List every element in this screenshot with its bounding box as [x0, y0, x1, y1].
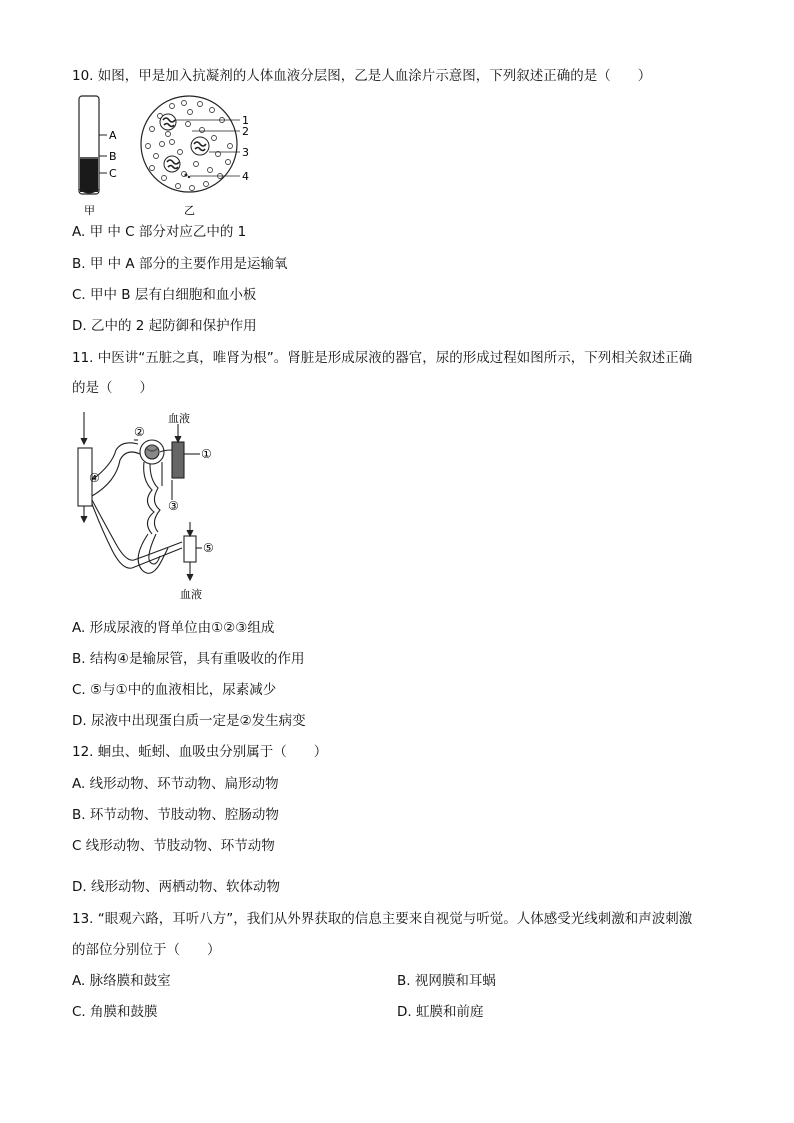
label-C: C [109, 167, 117, 180]
q10-option-d[interactable]: D. 乙中的 2 起防御和保护作用 [72, 318, 257, 334]
q10-option-c[interactable]: C. 甲中 B 层有白细胞和血小板 [72, 287, 257, 303]
q10-stem: 10. 如图，甲是加入抗凝剂的人体血液分层图，乙是人血涂片示意图，下列叙述正确的是（ ） [72, 68, 652, 84]
label-4: 4 [242, 170, 249, 183]
label-circle-4: ④ [89, 471, 100, 485]
q12-option-d[interactable]: D. 线形动物、两栖动物、软体动物 [72, 879, 280, 895]
label-B: B [109, 150, 117, 163]
q11-stem-line1: 11. 中医讲“五脏之真，唯肾为根”。肾脏是形成尿液的器官，尿的形成过程如图所示，下列相关叙述正确 [72, 350, 693, 366]
label-jia: 甲 [84, 204, 95, 217]
q12-option-a[interactable]: A. 线形动物、环节动物、扁形动物 [72, 776, 279, 792]
q11-option-a[interactable]: A. 形成尿液的肾单位由①②③组成 [72, 620, 275, 636]
q11-nephron-figure [72, 410, 232, 605]
q11-stem-line2: 的是（ ） [72, 380, 153, 396]
q12-option-b[interactable]: B. 环节动物、节肢动物、腔肠动物 [72, 807, 279, 823]
label-blood-top: 血液 [168, 412, 190, 425]
q10-option-b[interactable]: B. 甲 中 A 部分的主要作用是运输氧 [72, 256, 288, 272]
label-circle-5: ⑤ [203, 541, 214, 555]
label-yi: 乙 [184, 204, 195, 217]
q11-option-d[interactable]: D. 尿液中出现蛋白质一定是②发生病变 [72, 713, 306, 729]
label-3: 3 [242, 146, 249, 159]
q13-option-d[interactable]: D. 虹膜和前庭 [397, 1004, 484, 1020]
q10-figure [72, 94, 272, 219]
label-A: A [109, 129, 117, 142]
q13-option-c[interactable]: C. 角膜和鼓膜 [72, 1004, 158, 1020]
label-blood-bottom: 血液 [180, 588, 202, 601]
blood-test-tube-icon [79, 96, 99, 194]
q13-option-b[interactable]: B. 视网膜和耳蜗 [397, 973, 496, 989]
q12-stem: 12. 蛔虫、蚯蚓、血吸虫分别属于（ ） [72, 744, 328, 760]
q12-option-c[interactable]: C 线形动物、节肢动物、环节动物 [72, 838, 275, 854]
label-circle-1: ① [201, 447, 212, 461]
q11-option-c[interactable]: C. ⑤与①中的血液相比，尿素减少 [72, 682, 277, 698]
label-1: 1 [242, 114, 249, 127]
q13-stem-line2: 的部位分别位于（ ） [72, 942, 221, 958]
q11-option-b[interactable]: B. 结构④是输尿管，具有重吸收的作用 [72, 651, 305, 667]
label-2: 2 [242, 125, 249, 138]
q13-option-a[interactable]: A. 脉络膜和鼓室 [72, 973, 171, 989]
blood-smear-icon [141, 96, 237, 192]
label-circle-3: ③ [168, 499, 179, 513]
q10-option-a[interactable]: A. 甲 中 C 部分对应乙中的 1 [72, 224, 247, 240]
label-circle-2: ② [134, 425, 145, 439]
q13-stem-line1: 13. “眼观六路，耳听八方”，我们从外界获取的信息主要来自视觉与听觉。人体感受光线刺激和声波刺激 [72, 911, 693, 927]
